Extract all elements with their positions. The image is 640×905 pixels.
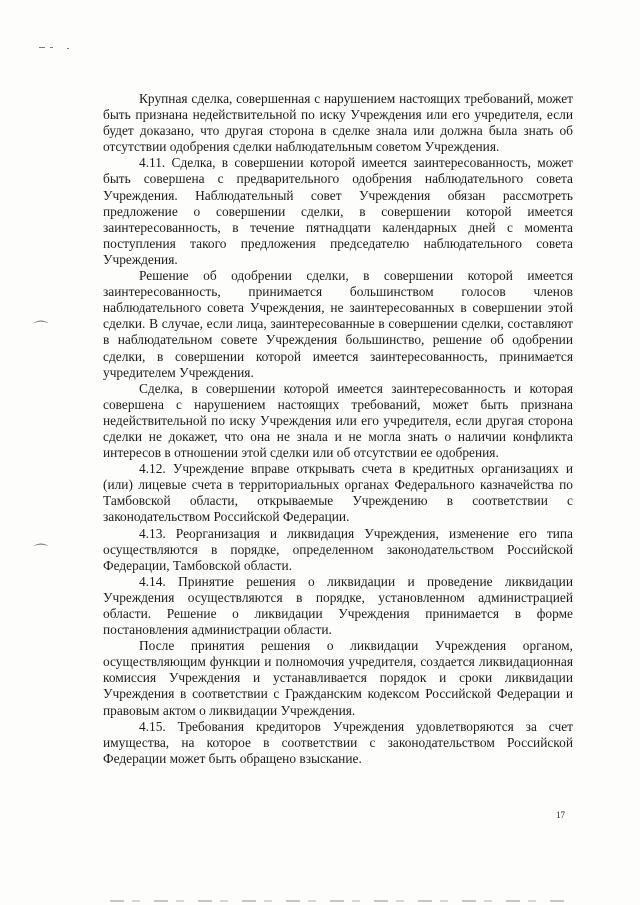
scan-dash-mark [67,48,69,49]
paragraph-major-deal-violation: Крупная сделка, совершенная с нарушением настоящих требований, может быть признана недействительной по иску Учреждения или его учредителя, если будет доказано, что другая сторона в сделке знала или должна была знать об отсутствии одобрения сделки наблюдательным советом Учреждения. [103,91,573,155]
paragraph-4-13: 4.13. Реорганизация и ликвидация Учреждения, изменение его типа осуществляются в порядке, определенном законодательством Российской Федерации, Тамбовской области. [103,525,573,573]
page-number: 17 [556,810,565,820]
paragraph-4-12: 4.12. Учреждение вправе открывать счета в кредитных организациях и (или) лицевые счета в территориальных органах Федерального казначейства по Тамбовской области, открываемые Учреждению в соответствии с законодательством Российской Федерации. [103,461,573,525]
paragraph-interest-deal-violation: Сделка, в совершении которой имеется заинтересованность и которая совершена с нарушением настоящих требований, может быть признана недействительной по иску Учреждения или его учредителя, если другая сторона сделки не докажет, что она не знала и не могла знать о наличии конфликта интересов в отношении этой сделки или об отсутствии ее одобрения. [103,380,573,461]
scan-dash-mark [50,47,53,48]
binding-hole-mark: ⌒ [34,322,48,337]
paragraph-4-15: 4.15. Требования кредиторов Учреждения удовлетворяются за счет имущества, на которое в соответствии с законодательством Российской Федерации может быть обращено взыскание. [103,718,573,766]
paragraph-approval-decision: Решение об одобрении сделки, в совершении которой имеется заинтересованность, принимается большинством голосов членов наблюдательного совета Учреждения, не заинтересованных в совершении этой сделки. В случае, если лица, заинтересованные в совершении сделки, составляют в наблюдательном совете Учреждения большинство, решение об одобрении сделки, в совершении которой имеется заинтересованность, принимается учредителем Учреждения. [103,268,573,380]
paragraph-liquidation-commission: После принятия решения о ликвидации Учреждения органом, осуществляющим функции и полномочия учредителя, создается ликвидационная комиссия Учреждения и устанавливается порядок и сроки ликвидации Учреждения в соответствии с Гражданским кодексом Российской Федерации и правовым актом о ликвидации Учреждения. [103,638,573,718]
paragraph-4-11: 4.11. Сделка, в совершении которой имеется заинтересованность, может быть совершена с предварительного одобрения наблюдательного совета Учреждения. Наблюдательный совет Учреждения обязан рассмотреть предложение о совершении сделки, в совершении которой имеется заинтересованность, в течение пятнадцати календарных дней с момента поступления такого предложения председателю наблюдательного совета Учреждения. [103,155,573,267]
scan-dash-mark [39,47,45,48]
binding-hole-mark: ⌒ [34,545,48,560]
document-body [103,91,573,767]
scan-bottom-edge [110,900,570,902]
paragraph-4-14: 4.14. Принятие решения о ликвидации и проведение ликвидации Учреждения осуществляются в порядке, установленном администрацией области. Решение о ликвидации Учреждения принимается в форме постановления администрации области. [103,573,573,638]
